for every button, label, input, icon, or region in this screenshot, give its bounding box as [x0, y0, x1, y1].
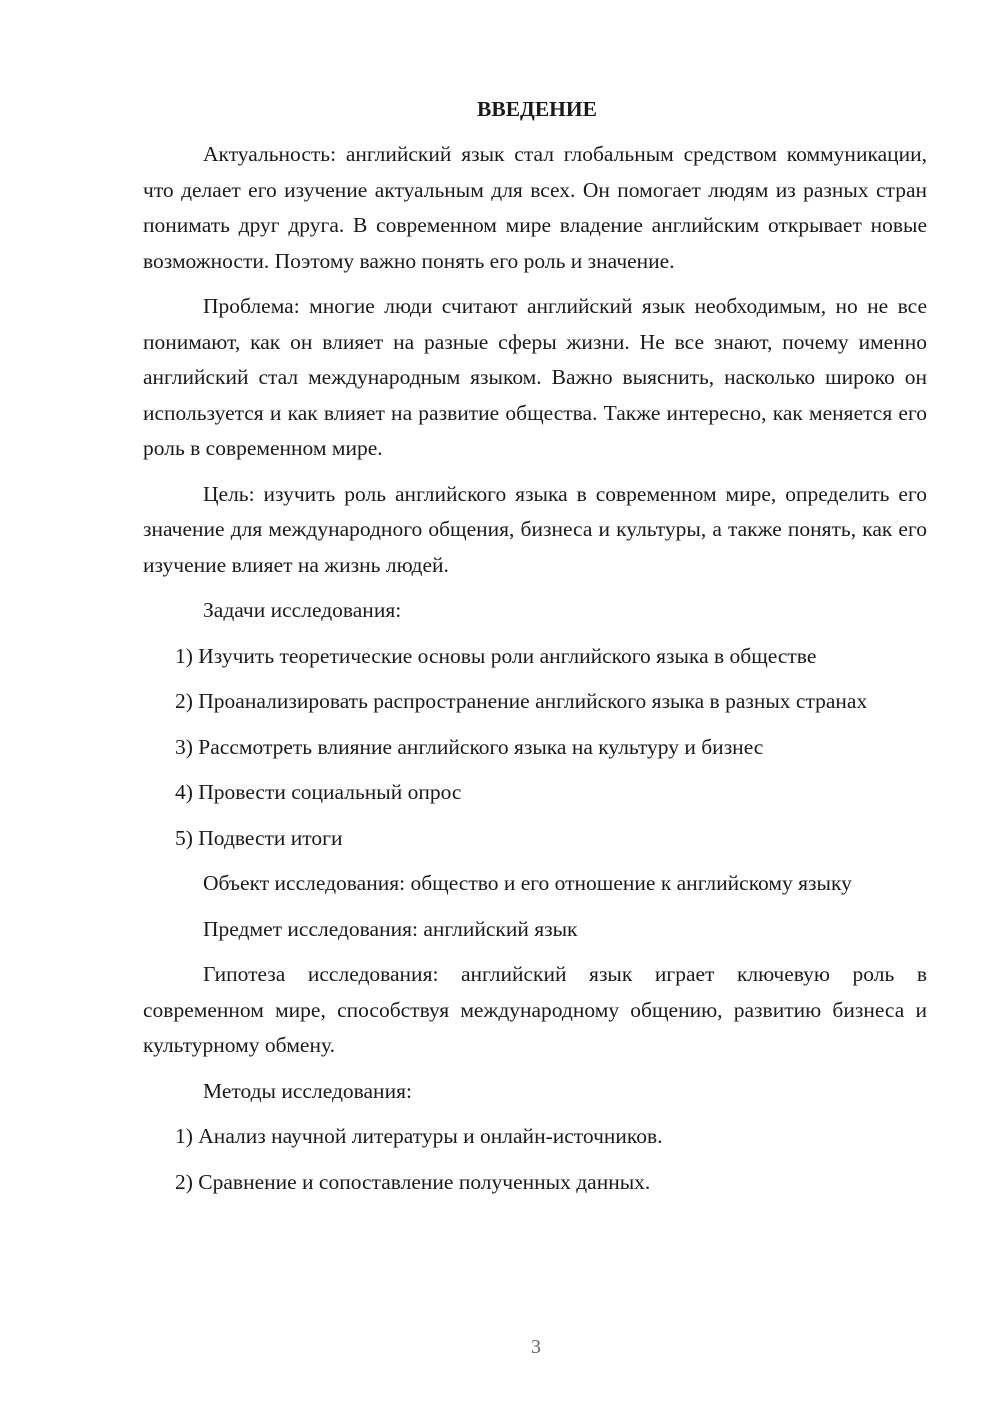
problem-paragraph: Проблема: многие люди считают английский язык необходимым, но не все понимают, как он влияет на разные сферы жизни. Не все знают, почему именно английский стал международным языком. Важно выяснить, насколько широко он используется и как влияет на развитие общества. Также интересно, как меняется его роль в современном мире. — [143, 294, 927, 460]
page-number: 3 — [531, 1336, 541, 1358]
methods-heading: Методы исследования: — [203, 1078, 412, 1103]
page-content — [143, 92, 927, 1210]
hypothesis-paragraph: Гипотеза исследования: английский язык играет ключевую роль в современном мире, способствуя международному общению, развитию бизнеса и культурному обмену. — [143, 962, 927, 1057]
relevance-paragraph: Актуальность: английский язык стал глобальным средством коммуникации, что делает его изучение актуальным для всех. Он помогает людям из разных стран понимать друг друга. В современном мире владение английским открывает новые возможности. Поэтому важно понять его роль и значение. — [143, 142, 927, 273]
method-item: 2) Сравнение и сопоставление полученных данных. — [175, 1169, 651, 1194]
task-item: 5) Подвести итоги — [175, 825, 343, 850]
tasks-heading: Задачи исследования: — [203, 598, 402, 622]
task-item: 4) Провести социальный опрос — [175, 780, 462, 804]
task-item: 3) Рассмотреть влияние английского языка на культуру и бизнес — [175, 734, 764, 759]
section-title: ВВЕДЕНИЕ — [477, 97, 597, 121]
goal-paragraph: Цель: изучить роль английского языка в современном мире, определить его значение для международного общения, бизнеса и культуры, а также понять, как его изучение влияет на жизнь людей. — [143, 481, 927, 577]
object-paragraph: Объект исследования: общество и его отношение к английскому языку — [203, 871, 852, 895]
task-item: 1) Изучить теоретические основы роли английского языка в обществе — [175, 643, 817, 668]
subject-paragraph: Предмет исследования: английский язык — [203, 916, 578, 941]
method-item: 1) Анализ научной литературы и онлайн-источников. — [175, 1124, 663, 1148]
task-item: 2) Проанализировать распространение английского языка в разных странах — [175, 689, 868, 713]
